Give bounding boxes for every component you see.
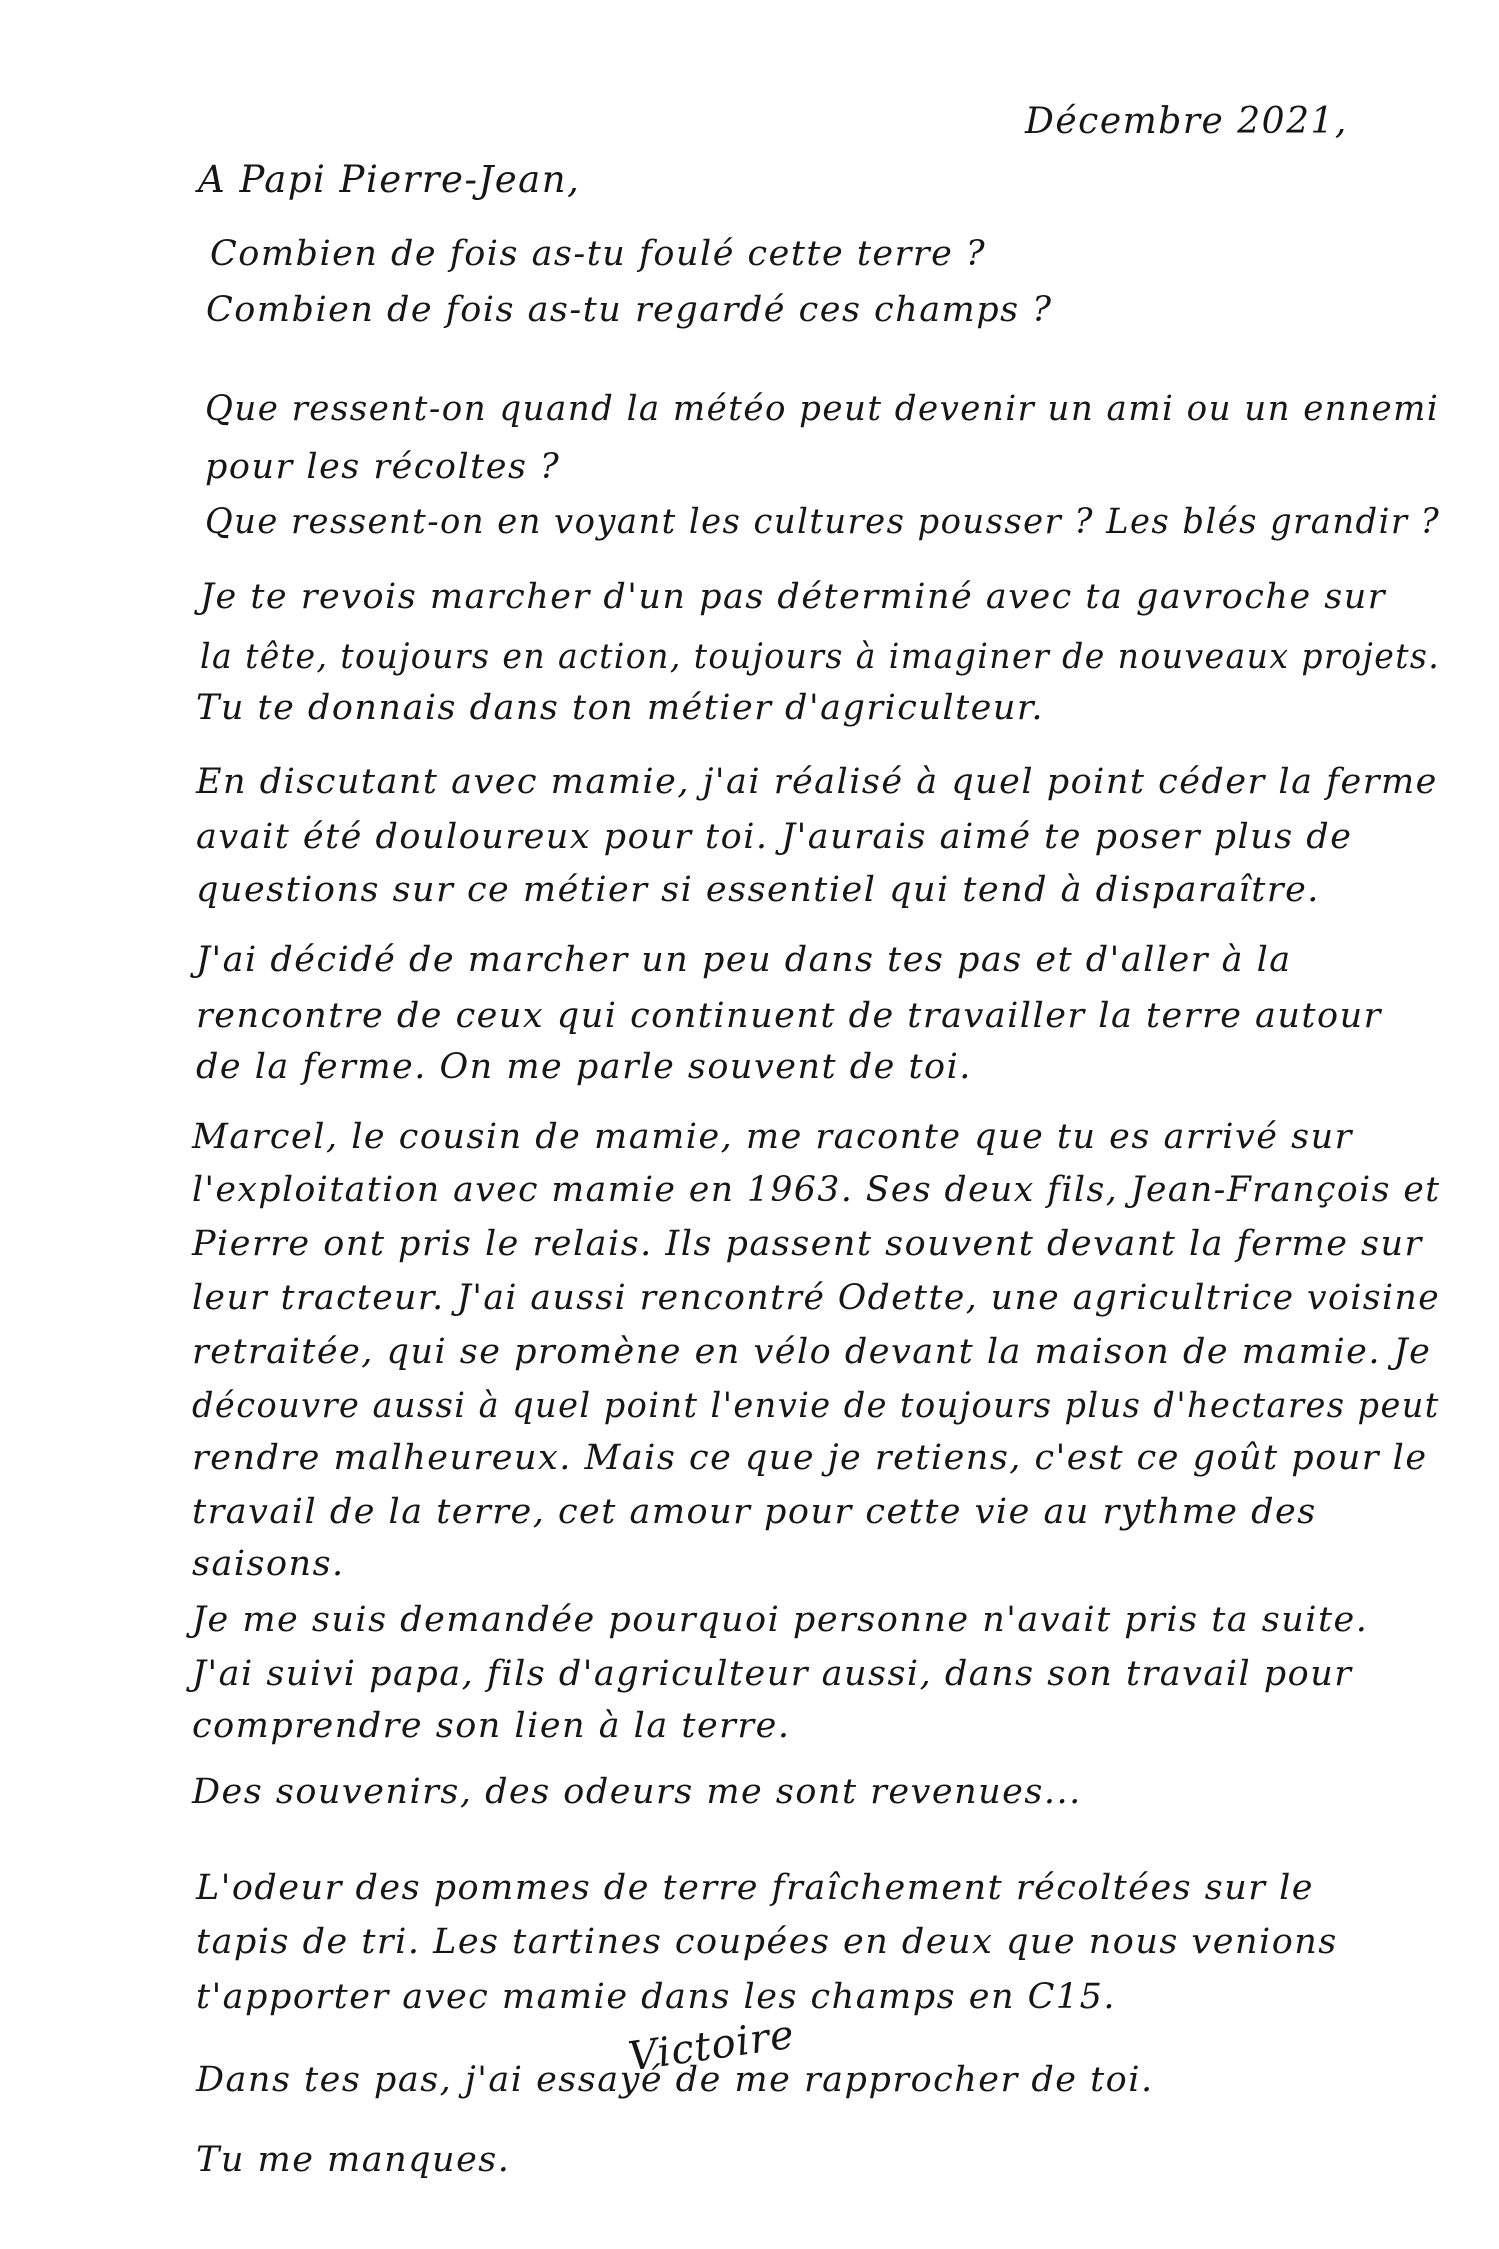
letter-line: retraitée, qui se promène en vélo devant la maison de mamie. Je <box>192 1332 1432 1372</box>
letter-line: Combien de fois as-tu regardé ces champs ? <box>206 290 1053 330</box>
letter-line: tapis de tri. Les tartines coupées en deux que nous venions <box>196 1922 1338 1962</box>
letter-line: t'apporter avec mamie dans les champs en C15. <box>196 1977 1117 2017</box>
letter-line: Tu me manques. <box>196 2140 511 2180</box>
letter-line: pour les récoltes ? <box>205 447 561 487</box>
letter-line: Tu te donnais dans ton métier d'agriculteur. <box>196 688 1044 728</box>
letter-line: la tête, toujours en action, toujours à imaginer de nouveaux projets. <box>200 637 1441 677</box>
letter-line: travail de la terre, cet amour pour cette vie au rythme des <box>192 1492 1317 1532</box>
letter-line: Que ressent-on en voyant les cultures pousser ? Les blés grandir ? <box>205 502 1441 542</box>
letter-date: Décembre 2021, <box>1025 101 1348 142</box>
letter-line: En discutant avec mamie, j'ai réalisé à quel point céder la ferme <box>196 762 1438 802</box>
letter-line: J'ai suivi papa, fils d'agriculteur aussi, dans son travail pour <box>192 1654 1353 1694</box>
letter-line: Je te revois marcher d'un pas déterminé avec ta gavroche sur <box>200 577 1387 617</box>
letter-line: découvre aussi à quel point l'envie de toujours plus d'hectares peut <box>192 1386 1440 1426</box>
letter-line: Dans tes pas, j'ai essayé de me rapprocher de toi. <box>196 2060 1154 2100</box>
letter-line: Des souvenirs, des odeurs me sont revenues... <box>192 1772 1082 1812</box>
letter-line: leur tracteur. J'ai aussi rencontré Odette, une agricultrice voisine <box>192 1278 1441 1318</box>
letter-line: rencontre de ceux qui continuent de travailler la terre autour <box>196 996 1382 1036</box>
letter-line: de la ferme. On me parle souvent de toi. <box>196 1047 972 1087</box>
letter-line: Je me suis demandée pourquoi personne n'avait pris ta suite. <box>192 1600 1369 1640</box>
letter-salutation: A Papi Pierre-Jean, <box>198 158 581 201</box>
letter-line: rendre malheureux. Mais ce que je retiens, c'est ce goût pour le <box>192 1438 1428 1478</box>
signature: Victoire <box>625 2011 798 2081</box>
letter-line: Combien de fois as-tu foulé cette terre ? <box>210 234 987 274</box>
letter-line: Pierre ont pris le relais. Ils passent souvent devant la ferme sur <box>192 1224 1423 1264</box>
letter-line: comprendre son lien à la terre. <box>192 1706 791 1746</box>
letter-line: questions sur ce métier si essentiel qui tend à disparaître. <box>196 870 1320 910</box>
letter-line: Marcel, le cousin de mamie, me raconte que tu es arrivé sur <box>192 1117 1353 1157</box>
letter-line: saisons. <box>192 1544 345 1584</box>
letter-line: l'exploitation avec mamie en 1963. Ses deux fils, Jean-François et <box>192 1170 1441 1210</box>
letter-line: avait été douloureux pour toi. J'aurais aimé te poser plus de <box>196 817 1353 857</box>
letter-line: J'ai décidé de marcher un peu dans tes pas et d'aller à la <box>196 940 1292 980</box>
letter-line: L'odeur des pommes de terre fraîchement récoltées sur le <box>196 1868 1315 1908</box>
letter-line: Que ressent-on quand la météo peut devenir un ami ou un ennemi <box>205 389 1440 429</box>
